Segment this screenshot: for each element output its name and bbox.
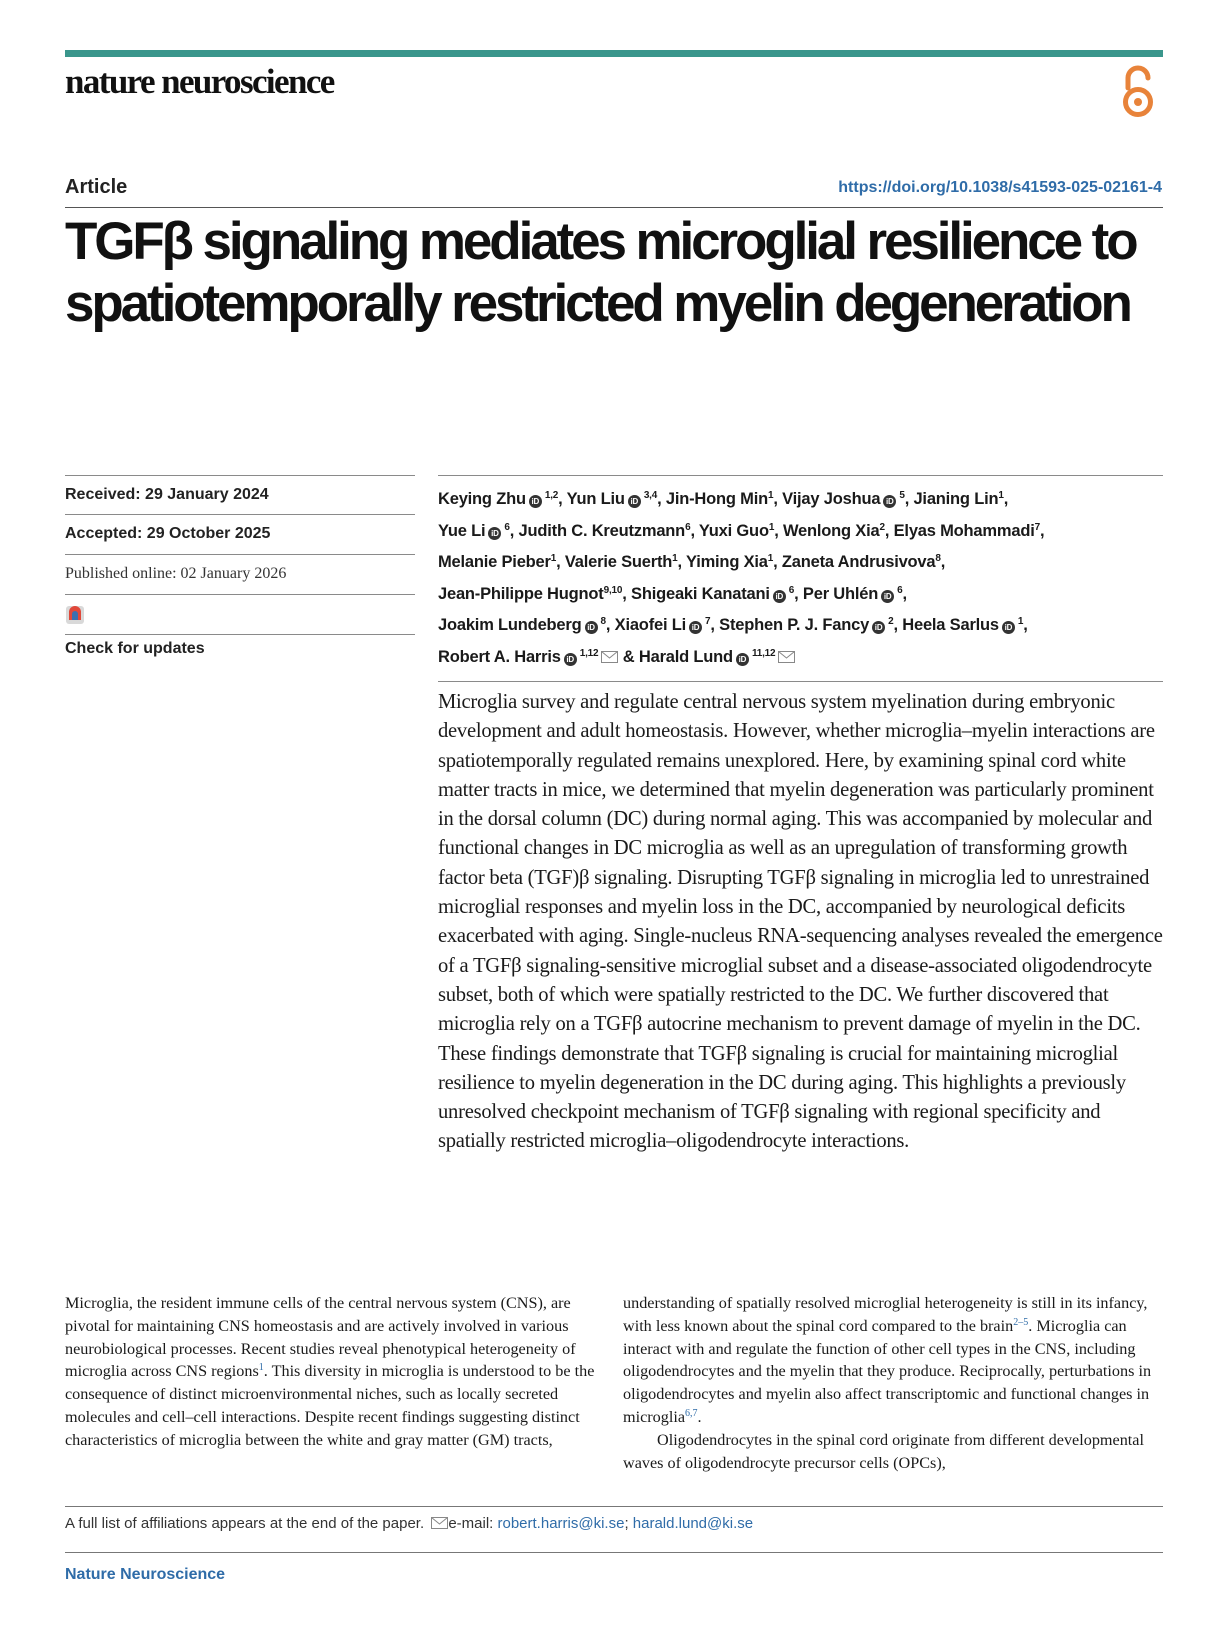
author-name[interactable]: Yue Li: [438, 521, 486, 540]
divider: [438, 681, 1163, 682]
orcid-icon[interactable]: iD: [872, 621, 885, 634]
divider: [65, 1506, 1163, 1507]
check-for-updates[interactable]: Check for updates: [65, 595, 415, 635]
author-name[interactable]: Joakim Lundeberg: [438, 616, 582, 635]
author-name[interactable]: , Zaneta Andrusivova: [773, 553, 936, 572]
orcid-icon[interactable]: iD: [529, 495, 542, 508]
article-type: Article: [65, 176, 128, 198]
paragraph: Oligodendrocytes in the spinal cord originate from different developmental waves of oligodendrocyte precursor cells (OPCs),: [623, 1430, 1144, 1472]
author-name[interactable]: , Yun Liu: [558, 490, 625, 508]
author-name[interactable]: Jean-Philippe Hugnot: [438, 584, 604, 603]
author-name[interactable]: , Valerie Suerth: [556, 553, 673, 572]
orcid-icon[interactable]: iD: [883, 495, 896, 508]
body-column-left: Microglia, the resident immune cells of the central nervous system (CNS), are pivotal for maintaining CNS homeostasis and are actively involved in various neurobiological processes. Recent studies reveal phenotypical heterogeneity of microglia across CNS regions$^1$. This diversity in microglia is understood to be the consequence of distinct microenvironmental niches, such as locally secreted molecules and cell–cell interactions. Despite recent findings suggesting distinct characteristics of microglia between the white and gray matter (GM) tracts,: [65, 1294, 595, 1449]
author-name[interactable]: , Wenlong Xia: [774, 521, 880, 540]
email-link[interactable]: harald.lund@ki.se: [632, 1515, 754, 1532]
author-name[interactable]: Melanie Pieber: [438, 553, 551, 572]
author-name[interactable]: , Stephen P. J. Fancy: [710, 616, 870, 635]
orcid-icon[interactable]: iD: [773, 590, 786, 603]
author-name[interactable]: , Jin-Hong Min: [657, 490, 768, 508]
accepted-date: Accepted: 29 October 2025: [65, 515, 415, 555]
top-accent-bar: [65, 50, 1163, 57]
paragraph: understanding of spatially resolved microglial heterogeneity is still in its infancy, with less known about the spinal cord compared to the brain$^{2-5}$. Microglia can interact with and regulate the function of other cell types in the CNS, including oligodendrocytes and the myelin that they produce. Reciprocally, perturbations in oligodendrocytes and myelin also affect transcriptomic and functional changes in microglia$^{6,7}$.: [623, 1294, 1152, 1426]
orcid-icon[interactable]: iD: [488, 527, 501, 540]
orcid-icon[interactable]: iD: [881, 590, 894, 603]
body-column-right: [623, 1292, 1161, 1474]
article-dates-sidebar: [65, 475, 415, 657]
open-access-icon: [1118, 64, 1158, 120]
check-updates-icon: [65, 605, 85, 625]
author-name[interactable]: , Shigeaki Kanatani: [622, 584, 770, 603]
author-name[interactable]: Keying Zhu: [438, 490, 526, 508]
author-name[interactable]: Robert A. Harris: [438, 647, 561, 666]
divider: [438, 475, 1163, 476]
author-name[interactable]: , Vijay Joshua: [773, 490, 881, 508]
author-name[interactable]: , Elyas Mohammadi: [884, 521, 1035, 540]
author-name[interactable]: , Per Uhlén: [794, 584, 879, 603]
citation-link[interactable]: 1: [258, 1362, 264, 1374]
divider: [65, 207, 1163, 208]
divider: [65, 1552, 1163, 1553]
orcid-icon[interactable]: iD: [689, 621, 702, 634]
published-date: Published online: 02 January 2026: [65, 555, 415, 595]
citation-link[interactable]: 2–5: [1013, 1316, 1029, 1328]
affiliations-footnote: A full list of affiliations appears at the end of the paper. e-mail: robert.harris@ki.se; harald.lund@ki.se: [65, 1515, 754, 1532]
email-link[interactable]: robert.harris@ki.se: [497, 1515, 625, 1532]
author-list: Keying Zhu iD$^{1,2}$, Yun Liu iD$^{3,4}$, Jin-Hong Min$^1$, Vijay Joshua $iD^5$, Jianing Lin$^1$, Yue Li $iD^6$, Judith C. Kreutzmann$^6$, Yuxi Guo$^1$, Wenlong Xia$^2$, Elyas Mohammadi$^7$, Melanie Pieber$^1$, Valerie Suerth$^1$, Yiming Xia$^1$, Zaneta Andrusivova$^8$, Jean-Philippe Hugnot$^{9,10}$, Shigeaki Kanatani $iD^6$, Per Uhlén $iD^6$, Joakim Lundeberg $iD^8$, Xiaofei Li $iD^7$, Stephen P. J. Fancy $iD^2$, Heela Sarlus $iD^1$, Robert A. Harris iD$^{1,12}$ & Harald Lund iD$^{11,12}$: [438, 490, 1045, 666]
article-title: TGFβ signaling mediates microglial resilience to spatiotemporally restricted myelin degeneration: [65, 212, 1136, 333]
author-name[interactable]: , Judith C. Kreutzmann: [509, 521, 686, 540]
envelope-icon: [431, 1517, 448, 1529]
footer-journal-name[interactable]: Nature Neuroscience: [65, 1566, 226, 1583]
received-date: Received: 29 January 2024: [65, 475, 415, 515]
orcid-icon[interactable]: iD: [736, 653, 749, 666]
author-name[interactable]: , Jianing Lin: [904, 490, 999, 508]
journal-name: nature neuroscience: [65, 62, 334, 101]
envelope-icon[interactable]: [778, 651, 795, 663]
abstract: Microglia survey and regulate central nervous system myelination during embryonic development and adult homeostasis. However, whether microglia–myelin interactions are spatiotemporally regulated remains unexplored. Here, by examining spinal cord white matter tracts in mice, we determined that myelin degeneration was particularly prominent in the dorsal column (DC) during normal aging. This was accompanied by molecular and functional changes in DC microglia as well as an upregulation of transforming growth factor beta (TGF)β signaling. Disrupting TGFβ signaling in microglia led to unrestrained microglial responses and myelin loss in the DC, accompanied by neurological deficits exacerbated with aging. Single-nucleus RNA-sequencing analyses revealed the emergence of a TGFβ signaling-sensitive microglial subset and a disease-associated oligodendrocyte subset, both of which were spatially restricted to the DC. We further discovered that microglia rely on a TGFβ autocrine mechanism to prevent damage of myelin in the DC. These findings demonstrate that TGFβ signaling is crucial for maintaining microglial resilience to myelin degeneration in the DC during aging. This highlights a previously unresolved checkpoint mechanism of TGFβ signaling with regional specificity and spatially restricted microglia–oligodendrocyte interactions.: [438, 691, 1163, 1153]
envelope-icon[interactable]: [601, 651, 618, 663]
orcid-icon[interactable]: iD: [585, 621, 598, 634]
author-name[interactable]: , Yuxi Guo: [690, 521, 769, 540]
doi-link[interactable]: https://doi.org/10.1038/s41593-025-02161-4: [838, 179, 1162, 196]
author-name[interactable]: & Harald Lund: [618, 647, 733, 666]
orcid-icon[interactable]: iD: [628, 495, 641, 508]
author-name[interactable]: , Heela Sarlus: [893, 616, 999, 635]
author-name[interactable]: , Xiaofei Li: [605, 616, 686, 635]
author-name[interactable]: , Yiming Xia: [677, 553, 768, 572]
orcid-icon[interactable]: iD: [564, 653, 577, 666]
orcid-icon[interactable]: iD: [1002, 621, 1015, 634]
citation-link[interactable]: 6,7: [685, 1407, 698, 1419]
